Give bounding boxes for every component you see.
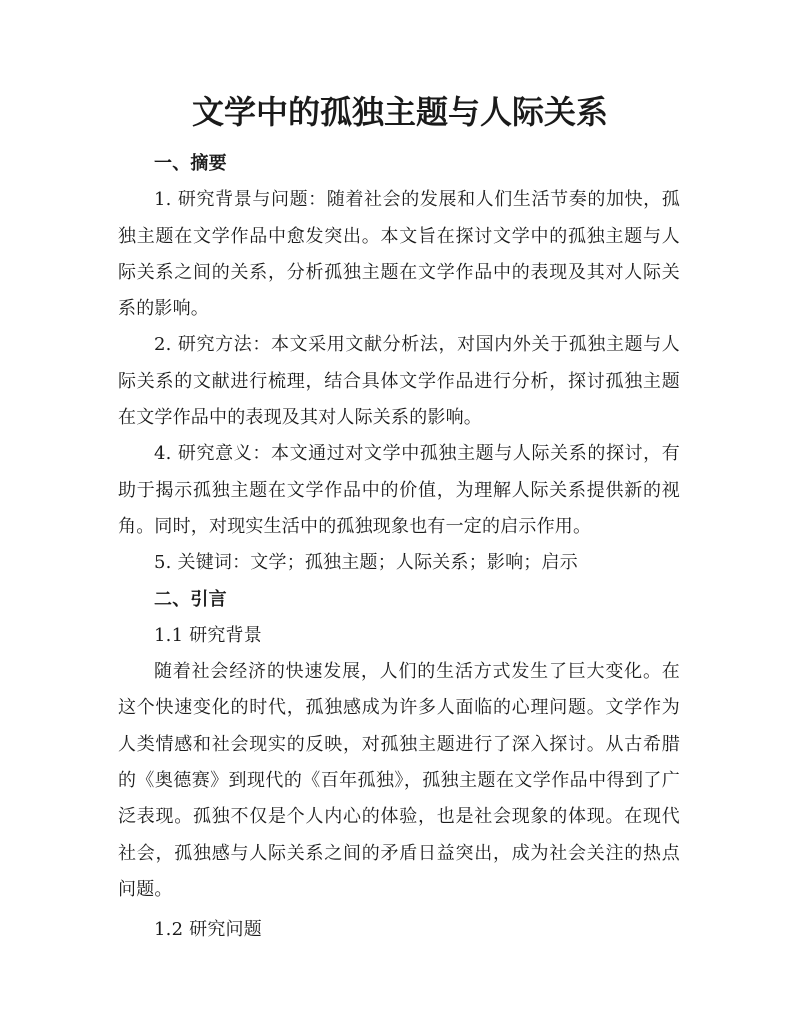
abstract-item-significance: 4. 研究意义：本文通过对文学中孤独主题与人际关系的探讨，有助于揭示孤独主题在文学作品中的价值，为理解人际关系提供新的视角。同时，对现实生活中的孤独现象也有一定的启示作用。 (118, 443, 680, 537)
section-heading-introduction: 二、引言 (154, 588, 227, 610)
abstract-item-keywords: 5. 关键词：文学；孤独主题；人际关系；影响；启示 (154, 552, 578, 574)
section-heading-abstract: 一、摘要 (154, 153, 227, 174)
paragraph-background: 随着社会经济的快速发展，人们的生活方式发生了巨大变化。在这个快速变化的时代，孤独感成为许多人面临的心理问题。文学作为人类情感和社会现实的反映，对孤独主题进行了深入探讨。从古希腊的《奥德赛》到现代的《百年孤独》，孤独主题在文学作品中得到了广泛表现。孤独不仅是个人内心的体验，也是社会现象的体现。在现代社会，孤独感与人际关系之间的矛盾日益突出，成为社会关注的热点问题。 (118, 661, 680, 900)
subsection-heading-background: 1.1 研究背景 (154, 624, 262, 646)
document-title: 文学中的孤独主题与人际关系 (191, 93, 608, 131)
abstract-item-method: 2. 研究方法：本文采用文献分析法，对国内外关于孤独主题与人际关系的文献进行梳理，结合具体文学作品进行分析，探讨孤独主题在文学作品中的表现及其对人际关系的影响。 (118, 334, 680, 429)
abstract-item-background: 1. 研究背景与问题：随着社会的发展和人们生活节奏的加快，孤独主题在文学作品中愈发突出。本文旨在探讨文学中的孤独主题与人际关系之间的关系，分析孤独主题在文学作品中的表现及其对人际关系的影响。 (118, 189, 680, 320)
subsection-heading-question: 1.2 研究问题 (154, 919, 262, 941)
document-body (118, 146, 680, 949)
